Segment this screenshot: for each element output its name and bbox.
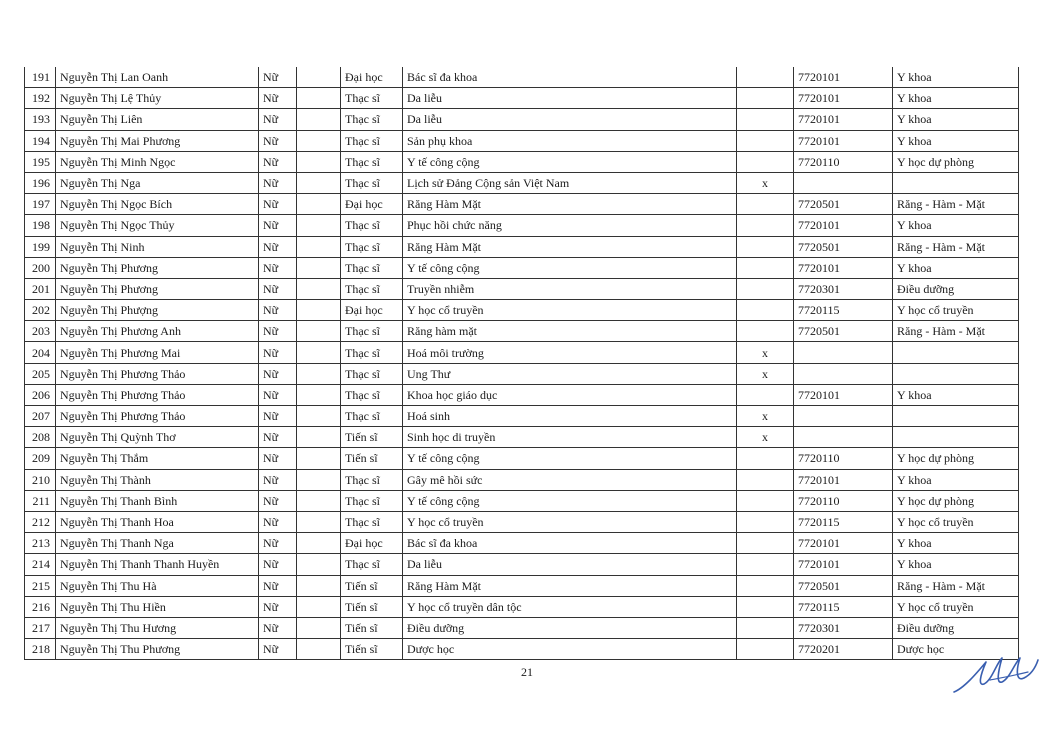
blank-cell-cell [297,448,341,469]
gender-cell: Nữ [259,384,297,405]
gender-cell: Nữ [259,406,297,427]
table-row [25,236,1019,257]
gender-cell: Nữ [259,194,297,215]
row-number-cell: 196 [25,172,56,193]
specialization-cell: Ung Thư [403,363,737,384]
check-mark-cell [737,321,794,342]
degree-cell: Thạc sĩ [341,151,403,172]
full-name-cell: Nguyễn Thị Lan Oanh [56,67,259,88]
gender-cell: Nữ [259,130,297,151]
row-number-cell: 205 [25,363,56,384]
table-row [25,427,1019,448]
major-code-cell: 7720101 [794,533,893,554]
major-code-cell: 7720110 [794,151,893,172]
degree-cell: Đại học [341,67,403,88]
degree-cell: Thạc sĩ [341,321,403,342]
gender-cell: Nữ [259,427,297,448]
check-mark-cell [737,257,794,278]
full-name-cell: Nguyễn Thị Phương Anh [56,321,259,342]
major-code-cell: 7720101 [794,384,893,405]
table-row [25,406,1019,427]
major-code-cell: 7720101 [794,130,893,151]
training-field-cell: Y học cổ truyền [893,300,1019,321]
major-code-cell [794,427,893,448]
specialization-cell: Hoá sinh [403,406,737,427]
full-name-cell: Nguyễn Thị Phương Mai [56,342,259,363]
blank-cell-cell [297,406,341,427]
table-row [25,88,1019,109]
training-field-cell [893,363,1019,384]
row-number-cell: 214 [25,554,56,575]
table-row [25,321,1019,342]
full-name-cell: Nguyễn Thị Phương Thảo [56,384,259,405]
degree-cell: Thạc sĩ [341,88,403,109]
full-name-cell: Nguyễn Thị Thắm [56,448,259,469]
major-code-cell: 7720101 [794,554,893,575]
blank-cell-cell [297,342,341,363]
full-name-cell: Nguyễn Thị Mai Phương [56,130,259,151]
degree-cell: Tiến sĩ [341,639,403,660]
row-number-cell: 194 [25,130,56,151]
specialization-cell: Răng Hàm Mặt [403,194,737,215]
blank-cell-cell [297,554,341,575]
gender-cell: Nữ [259,511,297,532]
row-number-cell: 199 [25,236,56,257]
row-number-cell: 213 [25,533,56,554]
check-mark-cell [737,151,794,172]
table-row [25,278,1019,299]
blank-cell-cell [297,88,341,109]
degree-cell: Thạc sĩ [341,278,403,299]
specialization-cell: Y học cổ truyền [403,511,737,532]
specialization-cell: Điều dưỡng [403,617,737,638]
blank-cell-cell [297,384,341,405]
table-body [25,67,1019,660]
major-code-cell: 7720501 [794,236,893,257]
check-mark-cell [737,469,794,490]
degree-cell: Thạc sĩ [341,554,403,575]
degree-cell: Đại học [341,533,403,554]
row-number-cell: 198 [25,215,56,236]
gender-cell: Nữ [259,639,297,660]
specialization-cell: Răng hàm mặt [403,321,737,342]
blank-cell-cell [297,130,341,151]
gender-cell: Nữ [259,236,297,257]
table-row [25,639,1019,660]
gender-cell: Nữ [259,151,297,172]
check-mark-cell [737,88,794,109]
major-code-cell: 7720101 [794,469,893,490]
table-row [25,448,1019,469]
degree-cell: Tiến sĩ [341,596,403,617]
degree-cell: Tiến sĩ [341,448,403,469]
degree-cell: Tiến sĩ [341,575,403,596]
blank-cell-cell [297,151,341,172]
degree-cell: Thạc sĩ [341,469,403,490]
full-name-cell: Nguyễn Thị Quỳnh Thơ [56,427,259,448]
training-field-cell: Y khoa [893,554,1019,575]
check-mark-cell [737,278,794,299]
training-field-cell: Y khoa [893,215,1019,236]
table-row [25,617,1019,638]
training-field-cell: Y học cổ truyền [893,511,1019,532]
check-mark-cell [737,448,794,469]
check-mark-cell: x [737,427,794,448]
full-name-cell: Nguyễn Thị Thanh Hoa [56,511,259,532]
major-code-cell: 7720501 [794,575,893,596]
gender-cell: Nữ [259,67,297,88]
major-code-cell [794,342,893,363]
major-code-cell: 7720201 [794,639,893,660]
specialization-cell: Gây mê hồi sức [403,469,737,490]
full-name-cell: Nguyễn Thị Minh Ngọc [56,151,259,172]
training-field-cell: Y khoa [893,109,1019,130]
degree-cell: Đại học [341,300,403,321]
training-field-cell: Y học dự phòng [893,448,1019,469]
major-code-cell: 7720101 [794,257,893,278]
row-number-cell: 204 [25,342,56,363]
gender-cell: Nữ [259,172,297,193]
major-code-cell: 7720101 [794,67,893,88]
degree-cell: Thạc sĩ [341,384,403,405]
major-code-cell: 7720301 [794,278,893,299]
row-number-cell: 210 [25,469,56,490]
row-number-cell: 215 [25,575,56,596]
degree-cell: Thạc sĩ [341,406,403,427]
row-number-cell: 195 [25,151,56,172]
full-name-cell: Nguyễn Thị Ninh [56,236,259,257]
signature-mark [950,652,1042,698]
blank-cell-cell [297,67,341,88]
check-mark-cell [737,554,794,575]
row-number-cell: 207 [25,406,56,427]
row-number-cell: 202 [25,300,56,321]
degree-cell: Tiến sĩ [341,617,403,638]
gender-cell: Nữ [259,575,297,596]
major-code-cell: 7720501 [794,321,893,342]
check-mark-cell [737,617,794,638]
training-field-cell: Y khoa [893,533,1019,554]
full-name-cell: Nguyễn Thị Lệ Thủy [56,88,259,109]
specialization-cell: Khoa học giáo dục [403,384,737,405]
gender-cell: Nữ [259,215,297,236]
check-mark-cell [737,215,794,236]
blank-cell-cell [297,236,341,257]
degree-cell: Thạc sĩ [341,363,403,384]
check-mark-cell [737,236,794,257]
training-field-cell [893,342,1019,363]
training-field-cell: Y học dự phòng [893,490,1019,511]
specialization-cell: Da liễu [403,109,737,130]
check-mark-cell: x [737,406,794,427]
full-name-cell: Nguyễn Thị Phương Thảo [56,406,259,427]
blank-cell-cell [297,172,341,193]
gender-cell: Nữ [259,300,297,321]
training-field-cell: Y khoa [893,67,1019,88]
specialization-cell: Lịch sử Đảng Cộng sản Việt Nam [403,172,737,193]
blank-cell-cell [297,511,341,532]
table-row [25,596,1019,617]
row-number-cell: 217 [25,617,56,638]
full-name-cell: Nguyễn Thị Thu Hương [56,617,259,638]
check-mark-cell [737,639,794,660]
degree-cell: Thạc sĩ [341,130,403,151]
training-field-cell: Y khoa [893,257,1019,278]
gender-cell: Nữ [259,88,297,109]
check-mark-cell [737,575,794,596]
table-row [25,151,1019,172]
blank-cell-cell [297,533,341,554]
specialization-cell: Sản phụ khoa [403,130,737,151]
check-mark-cell: x [737,172,794,193]
blank-cell-cell [297,639,341,660]
table-row [25,172,1019,193]
table-row [25,554,1019,575]
full-name-cell: Nguyễn Thị Phượng [56,300,259,321]
gender-cell: Nữ [259,278,297,299]
table-row [25,384,1019,405]
major-code-cell: 7720115 [794,300,893,321]
full-name-cell: Nguyễn Thị Thu Hà [56,575,259,596]
training-field-cell: Y học dự phòng [893,151,1019,172]
specialization-cell: Y tế công cộng [403,257,737,278]
blank-cell-cell [297,617,341,638]
degree-cell: Thạc sĩ [341,511,403,532]
full-name-cell: Nguyễn Thị Phương Thảo [56,363,259,384]
gender-cell: Nữ [259,321,297,342]
row-number-cell: 191 [25,67,56,88]
degree-cell: Thạc sĩ [341,236,403,257]
staff-table [24,67,1019,660]
degree-cell: Thạc sĩ [341,490,403,511]
major-code-cell [794,172,893,193]
check-mark-cell [737,67,794,88]
blank-cell-cell [297,427,341,448]
table-row [25,300,1019,321]
major-code-cell: 7720301 [794,617,893,638]
full-name-cell: Nguyễn Thị Thành [56,469,259,490]
major-code-cell [794,363,893,384]
specialization-cell: Hoá môi trường [403,342,737,363]
training-field-cell: Y khoa [893,130,1019,151]
gender-cell: Nữ [259,617,297,638]
table-row [25,215,1019,236]
table-row [25,130,1019,151]
major-code-cell: 7720101 [794,109,893,130]
check-mark-cell: x [737,342,794,363]
specialization-cell: Sinh học di truyền [403,427,737,448]
table-row [25,533,1019,554]
training-field-cell: Răng - Hàm - Mặt [893,321,1019,342]
gender-cell: Nữ [259,469,297,490]
row-number-cell: 209 [25,448,56,469]
major-code-cell: 7720115 [794,511,893,532]
page-number: 21 [521,665,533,679]
training-field-cell: Răng - Hàm - Mặt [893,575,1019,596]
specialization-cell: Y tế công cộng [403,490,737,511]
training-field-cell [893,406,1019,427]
check-mark-cell [737,511,794,532]
full-name-cell: Nguyễn Thị Ngọc Bích [56,194,259,215]
specialization-cell: Dược học [403,639,737,660]
table-row [25,363,1019,384]
row-number-cell: 206 [25,384,56,405]
degree-cell: Thạc sĩ [341,109,403,130]
major-code-cell: 7720101 [794,215,893,236]
specialization-cell: Bác sĩ đa khoa [403,533,737,554]
row-number-cell: 201 [25,278,56,299]
blank-cell-cell [297,596,341,617]
blank-cell-cell [297,278,341,299]
gender-cell: Nữ [259,109,297,130]
check-mark-cell [737,109,794,130]
training-field-cell: Y khoa [893,88,1019,109]
table-row [25,67,1019,88]
full-name-cell: Nguyễn Thị Liên [56,109,259,130]
specialization-cell: Bác sĩ đa khoa [403,67,737,88]
degree-cell: Thạc sĩ [341,215,403,236]
training-field-cell: Y khoa [893,384,1019,405]
gender-cell: Nữ [259,257,297,278]
full-name-cell: Nguyễn Thị Thanh Bình [56,490,259,511]
row-number-cell: 203 [25,321,56,342]
degree-cell: Thạc sĩ [341,257,403,278]
major-code-cell: 7720115 [794,596,893,617]
gender-cell: Nữ [259,554,297,575]
full-name-cell: Nguyễn Thị Thu Phương [56,639,259,660]
table-row [25,490,1019,511]
specialization-cell: Da liễu [403,88,737,109]
specialization-cell: Y tế công cộng [403,151,737,172]
training-field-cell [893,172,1019,193]
specialization-cell: Y học cổ truyền dân tộc [403,596,737,617]
gender-cell: Nữ [259,596,297,617]
blank-cell-cell [297,363,341,384]
blank-cell-cell [297,490,341,511]
check-mark-cell [737,384,794,405]
training-field-cell: Y học cổ truyền [893,596,1019,617]
degree-cell: Đại học [341,194,403,215]
major-code-cell: 7720110 [794,490,893,511]
check-mark-cell [737,490,794,511]
degree-cell: Thạc sĩ [341,172,403,193]
check-mark-cell [737,300,794,321]
specialization-cell: Y học cổ truyền [403,300,737,321]
specialization-cell: Phục hồi chức năng [403,215,737,236]
row-number-cell: 193 [25,109,56,130]
row-number-cell: 218 [25,639,56,660]
degree-cell: Tiến sĩ [341,427,403,448]
specialization-cell: Truyền nhiễm [403,278,737,299]
full-name-cell: Nguyễn Thị Thu Hiền [56,596,259,617]
row-number-cell: 216 [25,596,56,617]
full-name-cell: Nguyễn Thị Thanh Thanh Huyền [56,554,259,575]
blank-cell-cell [297,300,341,321]
specialization-cell: Răng Hàm Mặt [403,575,737,596]
table-row [25,257,1019,278]
training-field-cell: Điều dưỡng [893,617,1019,638]
training-field-cell [893,427,1019,448]
full-name-cell: Nguyễn Thị Thanh Nga [56,533,259,554]
full-name-cell: Nguyễn Thị Phương [56,278,259,299]
table-row [25,575,1019,596]
row-number-cell: 197 [25,194,56,215]
check-mark-cell [737,130,794,151]
full-name-cell: Nguyễn Thị Nga [56,172,259,193]
check-mark-cell [737,596,794,617]
specialization-cell: Da liễu [403,554,737,575]
major-code-cell: 7720110 [794,448,893,469]
row-number-cell: 192 [25,88,56,109]
gender-cell: Nữ [259,342,297,363]
major-code-cell [794,406,893,427]
row-number-cell: 208 [25,427,56,448]
major-code-cell: 7720101 [794,88,893,109]
row-number-cell: 212 [25,511,56,532]
full-name-cell: Nguyễn Thị Phương [56,257,259,278]
row-number-cell: 211 [25,490,56,511]
major-code-cell: 7720501 [794,194,893,215]
blank-cell-cell [297,215,341,236]
gender-cell: Nữ [259,490,297,511]
table-row [25,469,1019,490]
training-field-cell: Răng - Hàm - Mặt [893,236,1019,257]
blank-cell-cell [297,257,341,278]
training-field-cell: Dược học [893,639,1019,660]
blank-cell-cell [297,109,341,130]
table-row [25,194,1019,215]
gender-cell: Nữ [259,448,297,469]
blank-cell-cell [297,575,341,596]
blank-cell-cell [297,469,341,490]
full-name-cell: Nguyễn Thị Ngọc Thủy [56,215,259,236]
blank-cell-cell [297,321,341,342]
specialization-cell: Răng Hàm Mặt [403,236,737,257]
training-field-cell: Điều dưỡng [893,278,1019,299]
degree-cell: Thạc sĩ [341,342,403,363]
check-mark-cell [737,194,794,215]
table-row [25,342,1019,363]
blank-cell-cell [297,194,341,215]
training-field-cell: Y khoa [893,469,1019,490]
table-row [25,511,1019,532]
gender-cell: Nữ [259,363,297,384]
check-mark-cell [737,533,794,554]
specialization-cell: Y tế công cộng [403,448,737,469]
gender-cell: Nữ [259,533,297,554]
training-field-cell: Răng - Hàm - Mặt [893,194,1019,215]
check-mark-cell: x [737,363,794,384]
table-row [25,109,1019,130]
row-number-cell: 200 [25,257,56,278]
